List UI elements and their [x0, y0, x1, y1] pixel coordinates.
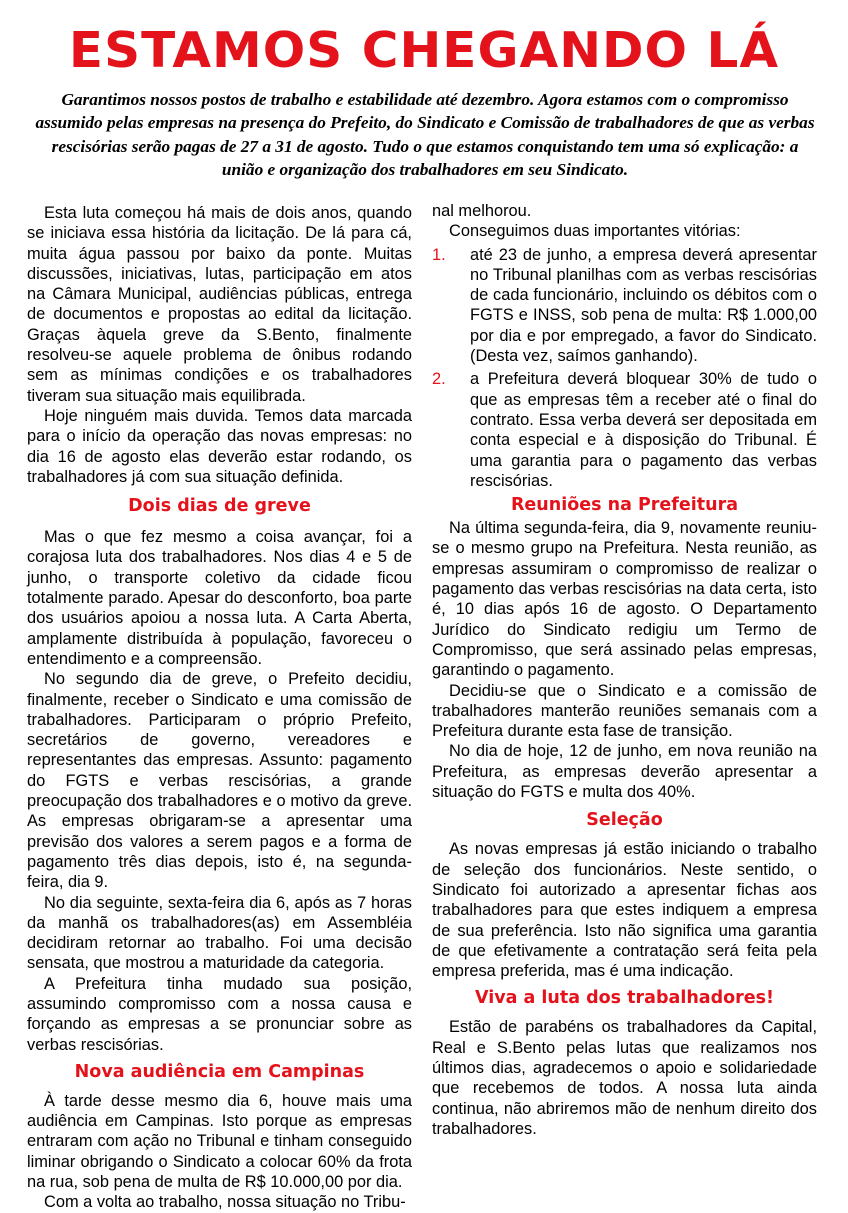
section-title-nova-audiencia: Nova audiência em Campinas — [74, 1061, 365, 1082]
section-title-viva-a-luta: Viva a luta dos trabalhadores! — [474, 988, 775, 1009]
section-title-selecao: Seleção — [586, 810, 663, 831]
paragraph: No segundo dia de greve, o Prefeito decidiu, finalmente, receber o Sindicato e uma comissão de trabalhadores. Participaram o próprio Prefeito, secretários de governo, vereadores e representantes das empresas. Assunto: pagamento do FGTS e verbas rescisórias, a grande preocupação dos trabalhadores e o motivo da greve. As empresas obrigaram-se a apresentar uma previsão dos valores a serem pagos e a forma de pagamento três dias depois, isto é, na segunda-feira, dia 9. — [27, 670, 412, 892]
list-item — [432, 369, 817, 491]
paragraph: Estão de parabéns os trabalhadores da Capital, Real e S.Bento pelas lutas que realizamos nos últimos dias, agradecemos o apoio e solidariedade que recebemos de todos. A nossa luta ainda continua, não abriremos mão de nenhum direito dos trabalhadores. — [432, 1018, 817, 1138]
list-number: 2. — [432, 370, 446, 389]
paragraph: Hoje ninguém mais duvida. Temos data marcada para o início da operação das novas empresas: no dia 16 de agosto elas deverão estar rodando, os trabalhadores já com sua situação definida. — [27, 406, 412, 486]
paragraph: Decidiu-se que o Sindicato e a comissão de trabalhadores manterão reuniões semanais com a Prefeitura durante esta fase de transição. — [432, 681, 817, 741]
paragraph: Na última segunda-feira, dia 9, novamente reuniu-se o mesmo grupo na Prefeitura. Nesta reunião, as empresas assumiram o compromisso de realizar o pagamento das verbas rescisórias na data certa, isto é, 10 dias após 16 de agosto. O Departamento Jurídico do Sindicato redigiu um Termo de Compromisso, que será assinado pelas empresas, garantindo o pagamento. — [432, 519, 817, 680]
paragraph: Esta luta começou há mais de dois anos, quando se iniciava essa história da licitação. De lá para cá, muita água passou por baixo da ponte. Muitas discussões, iniciativas, lutas, participação em atos na Câmara Municipal, audiências públicas, entrega de documentos e propostas ao edital da licitação. Graças àquela greve da S.Bento, finalmente resolveu-se aquele problema de ônibus rodando sem as mínimas condições e os trabalhadores tiveram sua situação mais equilibrada. — [27, 204, 412, 405]
paragraph: No dia de hoje, 12 de junho, em nova reunião na Prefeitura, as empresas deverão apresentar a situação do FGTS e multa dos 40%. — [432, 742, 817, 802]
lead-paragraph: Garantimos nossos postos de trabalho e estabilidade até dezembro. Agora estamos com o compromisso assumido pelas empresas na presença do Prefeito, do Sindicato e Comissão de trabalhadores de que as verbas rescisórias serão pagas de 27 a 31 de agosto. Tudo o que estamos conquistando tem uma só explicação: a união e organização dos trabalhadores em seu Sindicato. — [35, 90, 815, 179]
right-column — [432, 201, 817, 1139]
paragraph: Com a volta ao trabalho, nossa situação no Tribu- — [44, 1193, 406, 1212]
headline: ESTAMOS CHEGANDO LÁ — [68, 22, 780, 79]
paragraph: À tarde desse mesmo dia 6, houve mais uma audiência em Campinas. Isto porque as empresas entraram com ação no Tribunal e tinham conseguido liminar obrigando o Sindicato a colocar 60% da frota na rua, sob pena de multa de R$ 10.000,00 por dia. — [27, 1091, 412, 1192]
paragraph: A Prefeitura tinha mudado sua posição, assumindo compromisso com a nossa causa e forçando as empresas a se pronunciar sobre as verbas rescisórias. — [27, 974, 412, 1054]
paragraph-continuation: nal melhorou. — [432, 202, 532, 220]
left-column — [27, 203, 412, 1213]
list-item-text: a Prefeitura deverá bloquear 30% de tudo o que as empresas têm a receber até o final do contrato. Essa verba deverá ser depositada em conta especial e à disposição do Tribunal. É uma garantia para o pagamento das verbas rescisórias. — [470, 370, 817, 490]
victories-list — [432, 245, 817, 492]
list-number: 1. — [432, 245, 446, 264]
victories-intro: Conseguimos duas importantes vitórias: — [449, 222, 741, 241]
paragraph: As novas empresas já estão iniciando o trabalho de seleção dos funcionários. Neste sentido, o Sindicato foi autorizado a apresentar fichas aos trabalhadores para que estes indiquem a empresa de sua preferência. Isto não significa uma garantia de que efetivamente a contratação será feita pela empresa preferida, mas é uma indicação. — [432, 840, 817, 981]
list-item — [432, 245, 817, 367]
paragraph: No dia seguinte, sexta-feira dia 6, após as 7 horas da manhã os trabalhadores(as) em Assembléia decidiram retornar ao trabalho. Foi uma decisão sensata, que mostrou a maturidade da categoria. — [27, 893, 412, 973]
list-item-text: até 23 de junho, a empresa deverá apresentar no Tribunal planilhas com as verbas rescisórias de cada funcionário, incluindo os débitos com o FGTS e INSS, sob pena de multa: R$ 1.000,00 por dia e por empregado, a favor do Sindicato. (Desta vez, saímos ganhando). — [470, 245, 817, 366]
section-title-dois-dias-de-greve: Dois dias de greve — [128, 496, 311, 517]
section-title-reunioes: Reuniões na Prefeitura — [510, 495, 739, 516]
paragraph: Mas o que fez mesmo a coisa avançar, foi a corajosa luta dos trabalhadores. Nos dias 4 e 5 de junho, o transporte coletivo da cidade ficou totalmente parado. Apesar do desconforto, boa parte dos usuários apoiou a nossa luta. A Carta Aberta, amplamente distribuída à população, favoreceu o entendimento e a compreensão. — [27, 528, 412, 668]
